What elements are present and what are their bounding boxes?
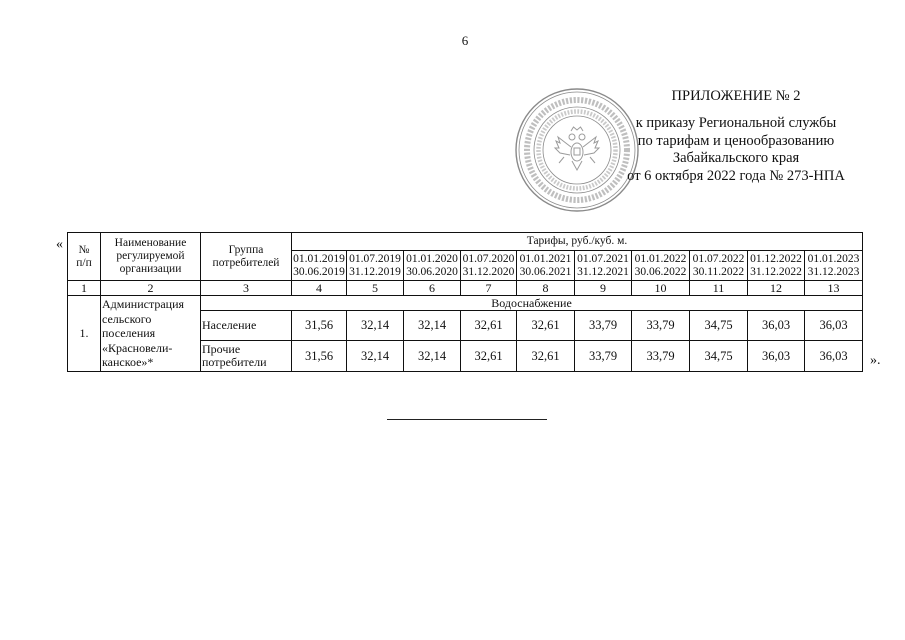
column-number: 8: [517, 281, 575, 296]
period-cell: 01.07.2022 30.11.2022: [690, 251, 748, 281]
period-cell: 01.01.2019 30.06.2019: [292, 251, 347, 281]
column-number: 5: [347, 281, 404, 296]
header-row: [68, 233, 863, 251]
table-row: [68, 296, 863, 311]
tariff-value: 33,79: [575, 341, 632, 372]
appendix-line: Забайкальского края: [672, 150, 800, 166]
period-cell: 01.01.2020 30.06.2020: [404, 251, 461, 281]
service-name: Водоснабжение: [201, 296, 863, 311]
period-cell: 01.07.2021 31.12.2021: [575, 251, 632, 281]
column-number: 2: [101, 281, 201, 296]
tariff-value: 32,61: [461, 341, 517, 372]
column-number: 1: [68, 281, 101, 296]
appendix-line: по тарифам и ценообразованию: [637, 132, 835, 149]
appendix-line: от 6 октября 2022 года № 273-НПА: [627, 167, 845, 184]
tariff-value: 32,61: [461, 311, 517, 341]
column-number: 12: [748, 281, 805, 296]
tariff-value: 33,79: [575, 311, 632, 341]
tariff-value: 32,61: [517, 341, 575, 372]
row-number: 1.: [68, 296, 101, 372]
tariff-value: 32,14: [347, 341, 404, 372]
column-numbers-row: [68, 281, 863, 296]
tariff-value: 32,14: [347, 311, 404, 341]
tariff-value: 36,03: [805, 311, 863, 341]
consumer-group: Население: [201, 311, 292, 341]
column-number: 7: [461, 281, 517, 296]
column-number: 11: [690, 281, 748, 296]
header-consumer-group: Группа потребителей: [201, 233, 292, 281]
column-number: 3: [201, 281, 292, 296]
period-cell: 01.07.2020 31.12.2020: [461, 251, 517, 281]
period-cell: 01.01.2021 30.06.2021: [517, 251, 575, 281]
tariff-value: 33,79: [632, 341, 690, 372]
tariff-value: 32,61: [517, 311, 575, 341]
period-cell: 01.01.2022 30.06.2022: [632, 251, 690, 281]
period-cell: 01.01.2023 31.12.2023: [805, 251, 863, 281]
header-organization: Наименование регулируемой организации: [101, 233, 201, 281]
tariff-value: 33,79: [632, 311, 690, 341]
appendix-header: [616, 88, 856, 185]
header-tariffs: Тарифы, руб./куб. м.: [292, 233, 863, 251]
column-number: 4: [292, 281, 347, 296]
opening-quote: «: [56, 237, 63, 252]
column-number: 10: [632, 281, 690, 296]
tariff-value: 34,75: [690, 341, 748, 372]
organization-name: Администрация сельского поселения «Красновели- канское»*: [101, 296, 201, 372]
column-number: 13: [805, 281, 863, 296]
column-number: 9: [575, 281, 632, 296]
tariff-value: 31,56: [292, 311, 347, 341]
period-cell: 01.12.2022 31.12.2022: [748, 251, 805, 281]
appendix-title: ПРИЛОЖЕНИЕ № 2: [671, 88, 801, 104]
tariff-table: [67, 232, 863, 372]
tariff-value: 32,14: [404, 311, 461, 341]
closing-quote: ».: [870, 353, 881, 368]
column-number: 6: [404, 281, 461, 296]
tariff-value: 36,03: [748, 341, 805, 372]
tariff-value: 34,75: [690, 311, 748, 341]
consumer-group: Прочие потребители: [201, 341, 292, 372]
tariff-value: 36,03: [805, 341, 863, 372]
page-number: 6: [461, 33, 469, 48]
tariff-value: 31,56: [292, 341, 347, 372]
period-cell: 01.07.2019 31.12.2019: [347, 251, 404, 281]
appendix-line: к приказу Региональной службы: [635, 115, 837, 131]
tariff-value: 32,14: [404, 341, 461, 372]
header-number: № п/п: [68, 233, 101, 281]
tariff-value: 36,03: [748, 311, 805, 341]
separator-line: [387, 419, 547, 420]
